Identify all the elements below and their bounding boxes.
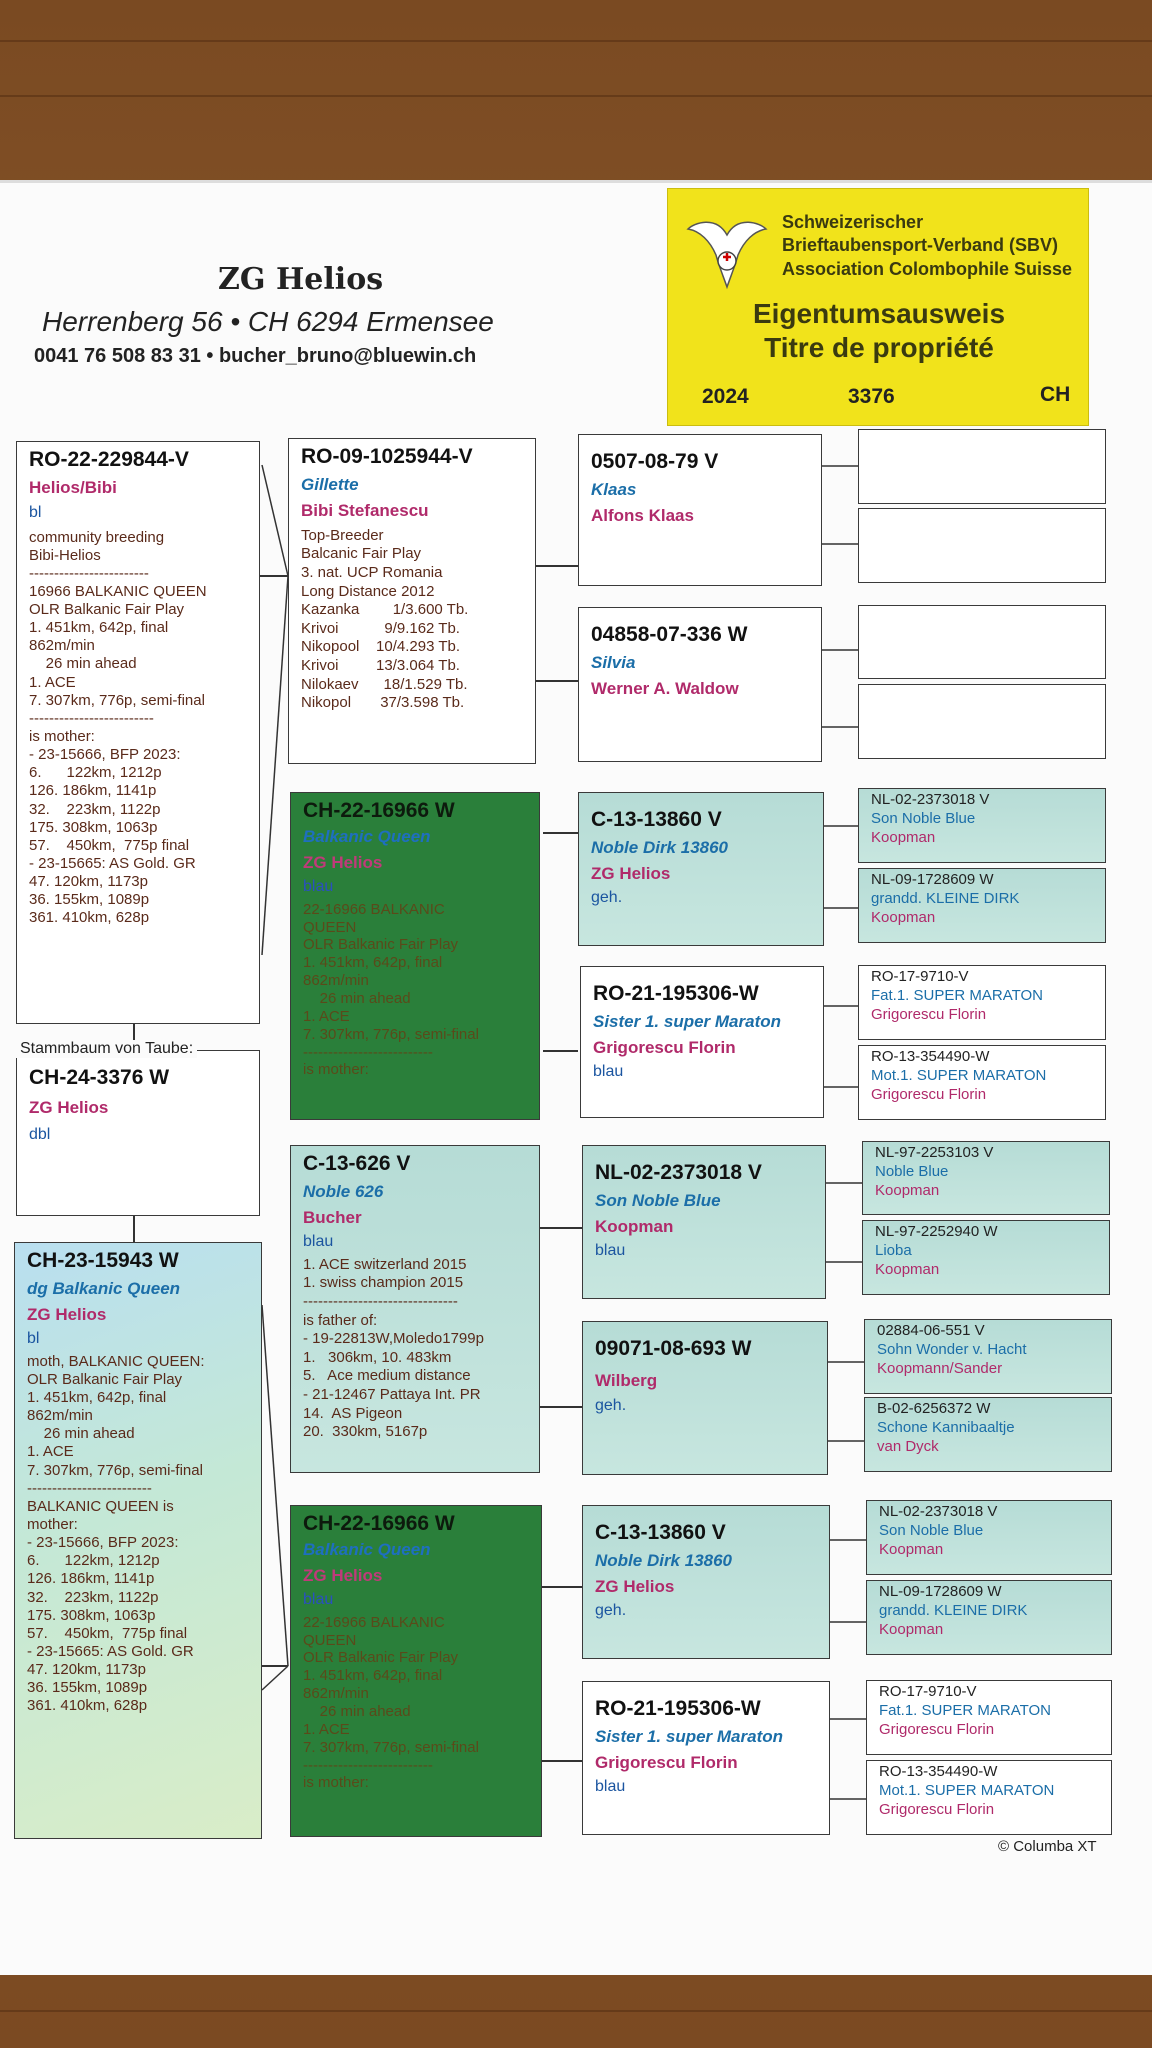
great-grandparent-card[interactable]: [582, 1321, 828, 1475]
grandparent-card[interactable]: [288, 438, 536, 764]
ring-number: RO-21-195306-W: [595, 1697, 761, 1720]
subject-pigeon-card[interactable]: [16, 1050, 260, 1216]
grandparent-card[interactable]: [290, 1145, 540, 1473]
pigeon-name: Balkanic Queen: [303, 1540, 431, 1560]
pigeon-name: Sister 1. super Maraton: [593, 1012, 782, 1032]
great-grandparent-card[interactable]: [582, 1145, 826, 1299]
gen4-card[interactable]: [866, 1680, 1112, 1755]
loft-contact: 0041 76 508 83 31 • bucher_bruno@bluewin.ch: [34, 345, 477, 367]
gen4-card[interactable]: [864, 1319, 1112, 1394]
pigeon-breeder: van Dyck: [877, 1437, 939, 1455]
pigeon-name: Mot.1. SUPER MARATON: [871, 1066, 1047, 1084]
great-grandparent-card[interactable]: [578, 792, 824, 946]
ring-number: 04858-07-336 W: [591, 623, 748, 646]
pigeon-color: blau: [303, 1590, 334, 1608]
ring-number: CH-23-15943 W: [27, 1249, 179, 1272]
pigeon-name: grandd. KLEINE DIRK: [871, 889, 1020, 907]
pigeon-name: Gillette: [301, 475, 359, 495]
pigeon-color: geh.: [591, 888, 623, 906]
gen4-card[interactable]: [858, 965, 1106, 1040]
pigeon-breeder: Bucher: [303, 1207, 362, 1227]
org-line-2: Brieftaubensport-Verband (SBV): [782, 235, 1059, 256]
pigeon-name: Son Noble Blue: [595, 1191, 721, 1211]
great-grandparent-card[interactable]: [578, 434, 822, 586]
great-grandparent-card[interactable]: [578, 607, 822, 762]
pigeon-breeder: Koopman: [871, 828, 936, 846]
pigeon-name: Fat.1. SUPER MARATON: [871, 986, 1043, 1004]
pigeon-name: ZG Helios: [29, 1098, 109, 1118]
label-year: 2024: [702, 385, 749, 408]
label-number: 3376: [848, 385, 895, 408]
pigeon-color: blau: [303, 1232, 334, 1250]
pigeon-color: blau: [595, 1241, 626, 1259]
gen4-card[interactable]: [858, 684, 1106, 759]
ring-number: C-13-13860 V: [595, 1521, 726, 1544]
ring-number: RO-17-9710-V: [871, 968, 969, 985]
gen4-card[interactable]: [864, 1397, 1112, 1472]
ring-number: NL-02-2373018 V: [871, 791, 990, 808]
pigeon-notes: community breeding Bibi-Helios ------------------------ 16966 BALKANIC QUEEN OLR Balkanic Fair Play 1. 451km, 642p, final 862m/min 26 min ahead 1. ACE 7. 307km, 776p, semi-final ------------------------- is mother: - 23-15666, BFP 2023: 6. 122km, 1212p 126. 186km, 1141p 32. 223km, 1122p 175. 308km, 1063p 57. 450km, 775p final - 23-15665: AS Gold. GR 47. 120km, 1173p 36. 155km, 1089p 361. 410km, 628p: [29, 528, 207, 927]
pigeon-notes: Top-Breeder Balcanic Fair Play 3. nat. UCP Romania Long Distance 2012 Kazanka 1/3.600 Tb. Krivoi 9/9.162 Tb. Nikopool 10/4.293 Tb. Krivoi 13/3.064 Tb. Nilokaev 18/1.529 Tb. Nikopol 37/3.598 Tb.: [301, 526, 469, 712]
pigeon-name: Sister 1. super Maraton: [595, 1727, 784, 1747]
pigeon-name: Lioba: [875, 1241, 912, 1259]
ring-number: RO-17-9710-V: [879, 1683, 977, 1700]
org-line-3: Association Colombophile Suisse: [782, 258, 1073, 279]
gen4-card[interactable]: [858, 868, 1106, 943]
pigeon-name: Noble 626: [303, 1182, 384, 1202]
gen4-card[interactable]: [858, 605, 1106, 679]
pigeon-breeder: ZG Helios: [27, 1304, 107, 1324]
pigeon-breeder: Grigorescu Florin: [595, 1752, 738, 1772]
ring-number: 02884-06-551 V: [877, 1322, 985, 1339]
pigeon-breeder: Grigorescu Florin: [593, 1037, 736, 1057]
pigeon-breeder: Koopman: [879, 1540, 944, 1558]
ring-number: RO-09-1025944-V: [301, 445, 473, 468]
pigeon-name: Son Noble Blue: [879, 1521, 984, 1539]
ring-number: NL-09-1728609 W: [871, 871, 994, 888]
pigeon-name: Son Noble Blue: [871, 809, 976, 827]
pigeon-breeder: ZG Helios: [595, 1576, 675, 1596]
ring-number: NL-09-1728609 W: [879, 1583, 1002, 1600]
pigeon-breeder: Koopman: [875, 1181, 940, 1199]
pigeon-color: bl: [29, 503, 42, 521]
label-country: CH: [1040, 383, 1071, 406]
pigeon-breeder: Koopman: [879, 1620, 944, 1638]
pigeon-breeder: Koopman: [875, 1260, 940, 1278]
father-card[interactable]: [16, 441, 260, 1024]
ring-number: RO-21-195306-W: [593, 982, 759, 1005]
copyright-text: © Columba XT: [998, 1838, 1097, 1855]
pigeon-notes: 22-16966 BALKANIC QUEEN OLR Balkanic Fair Play 1. 451km, 642p, final 862m/min 26 min ahead 1. ACE 7. 307km, 776p, semi-final -------------------------- is mother:: [303, 1613, 479, 1792]
gen4-card[interactable]: [858, 788, 1106, 863]
pigeon-name: Mot.1. SUPER MARATON: [879, 1781, 1055, 1799]
pigeon-color: blau: [593, 1062, 624, 1080]
pigeon-name: Noble Dirk 13860: [595, 1551, 733, 1571]
ring-number: 0507-08-79 V: [591, 450, 719, 473]
great-grandparent-card[interactable]: [582, 1505, 830, 1659]
section-label: Stammbaum von Taube:: [16, 1040, 197, 1058]
pigeon-breeder: ZG Helios: [303, 1565, 383, 1585]
ring-number: RO-13-354490-W: [879, 1763, 998, 1780]
pigeon-name: Silvia: [591, 653, 636, 673]
pigeon-notes: 1. ACE switzerland 2015 1. swiss champion 2015 ------------------------------- is father of: - 19-22813W,Moledo1799p 1. 306km, 10. 483km 5. Ace medium distance - 21-12467 Pattaya Int. PR 14. AS Pigeon 20. 330km, 5167p: [303, 1255, 484, 1441]
gen4-card[interactable]: [862, 1141, 1110, 1215]
ring-number: CH-24-3376 W: [29, 1066, 170, 1089]
pigeon-name: grandd. KLEINE DIRK: [879, 1601, 1028, 1619]
pigeon-name: Klaas: [591, 480, 637, 500]
pigeon-breeder: ZG Helios: [303, 852, 383, 872]
ring-number: CH-22-16966 W: [303, 1512, 455, 1535]
pigeon-breeder: Koopman: [871, 908, 936, 926]
gen4-card[interactable]: [866, 1500, 1112, 1575]
gen4-card[interactable]: [858, 429, 1106, 504]
gen4-card[interactable]: [866, 1580, 1112, 1655]
loft-address: Herrenberg 56 • CH 6294 Ermensee: [42, 306, 494, 337]
pigeon-notes: 22-16966 BALKANIC QUEEN OLR Balkanic Fair Play 1. 451km, 642p, final 862m/min 26 min ahead 1. ACE 7. 307km, 776p, semi-final -------------------------- is mother:: [303, 900, 479, 1079]
pigeon-color: geh.: [595, 1396, 627, 1414]
ring-number: C-13-626 V: [303, 1152, 411, 1175]
pigeon-breeder: Werner A. Waldow: [591, 678, 739, 698]
pigeon-breeder: Bibi Stefanescu: [301, 500, 429, 520]
pigeon-breeder: ZG Helios: [591, 863, 671, 883]
org-line-1: Schweizerischer: [782, 212, 924, 232]
pigeon-breeder: Grigorescu Florin: [871, 1005, 987, 1023]
ring-number: NL-97-2252940 W: [875, 1223, 998, 1240]
label-title-fr: Titre de propriété: [764, 331, 994, 363]
pigeon-color: geh.: [595, 1601, 627, 1619]
pigeon-name: Helios/Bibi: [29, 478, 117, 498]
pigeon-breeder: Grigorescu Florin: [871, 1085, 987, 1103]
gen4-card[interactable]: [858, 508, 1106, 583]
pigeon-breeder: Koopman: [595, 1216, 674, 1236]
ring-number: NL-02-2373018 V: [879, 1503, 998, 1520]
gen4-card[interactable]: [862, 1220, 1110, 1295]
ring-number: NL-02-2373018 V: [595, 1161, 762, 1184]
ring-number: NL-97-2253103 V: [875, 1144, 994, 1161]
pigeon-name: Schone Kannibaaltje: [877, 1418, 1015, 1436]
ring-number: 09071-08-693 W: [595, 1337, 752, 1360]
pigeon-breeder: Koopmann/Sander: [877, 1359, 1003, 1377]
pigeon-breeder: Wilberg: [595, 1371, 658, 1391]
grandparent-card[interactable]: [290, 1505, 542, 1837]
gen4-card[interactable]: [866, 1760, 1112, 1835]
pigeon-notes: moth, BALKANIC QUEEN: OLR Balkanic Fair Play 1. 451km, 642p, final 862m/min 26 min ahead 1. ACE 7. 307km, 776p, semi-final ------------------------- BALKANIC QUEEN is mother: - 23-15666, BFP 2023: 6. 122km, 1212p 126. 186km, 1141p 32. 223km, 1122p 175. 308km, 1063p 57. 450km, 775p final - 23-15665: AS Gold. GR 47. 120km, 1173p 36. 155km, 1089p 361. 410km, 628p: [27, 1352, 205, 1715]
pigeon-name: Fat.1. SUPER MARATON: [879, 1701, 1051, 1719]
pigeon-color: blau: [303, 877, 334, 895]
pigeon-breeder: Grigorescu Florin: [879, 1720, 995, 1738]
gen4-card[interactable]: [858, 1045, 1106, 1120]
pigeon-name: Balkanic Queen: [303, 827, 431, 847]
pigeon-name: Sohn Wonder v. Hacht: [877, 1340, 1027, 1358]
pigeon-color: blau: [595, 1777, 626, 1795]
great-grandparent-card[interactable]: [582, 1681, 830, 1835]
loft-title: ZG Helios: [218, 262, 384, 297]
pigeon-name: dg Balkanic Queen: [27, 1279, 181, 1299]
great-grandparent-card[interactable]: [580, 966, 824, 1118]
pigeon-breeder: Grigorescu Florin: [879, 1800, 995, 1818]
ring-number: RO-22-229844-V: [29, 448, 189, 471]
pigeon-color: bl: [27, 1329, 40, 1347]
mother-card[interactable]: [14, 1242, 262, 1839]
pigeon-name: Noble Blue: [875, 1162, 949, 1180]
grandparent-card[interactable]: [290, 792, 540, 1120]
ring-number: RO-13-354490-W: [871, 1048, 990, 1065]
pigeon-color: dbl: [29, 1125, 51, 1143]
ring-number: C-13-13860 V: [591, 808, 722, 831]
label-title-de: Eigentumsausweis: [752, 298, 1006, 329]
ring-number: CH-22-16966 W: [303, 799, 455, 822]
pigeon-name: Noble Dirk 13860: [591, 838, 729, 858]
pigeon-breeder: Alfons Klaas: [591, 505, 694, 525]
ring-number: B-02-6256372 W: [877, 1400, 991, 1417]
